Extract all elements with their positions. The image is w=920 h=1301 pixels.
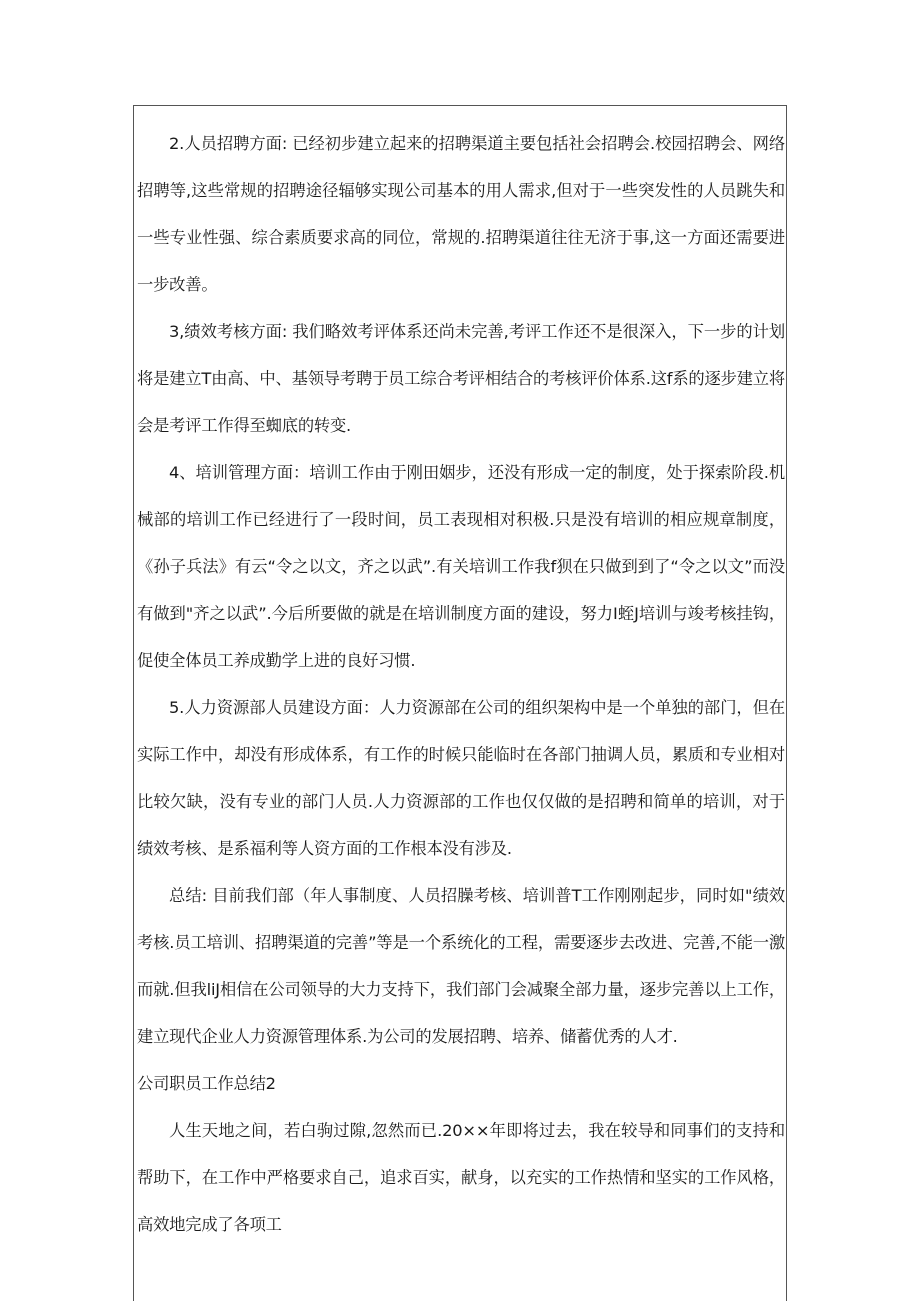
paragraph-training: 4、培训管理方面：培训工作由于刚田姻步，还没有形成一定的制度，处于探索阶段.机械部的培训工作已经进行了一段时间，员工表现相对积极.只是没有培训的相应规章制度，《孙子兵法》有云“令之以文，齐之以武”.有关培训工作我f狈在只做到到了“令之以文”而没有做到"齐之以武”.今后所要做的就是在培训制度方面的建设，努力I蛭J培训与竣考核挂钩，促使全体员工养成勤学上进的良好习惯. [137, 463, 785, 670]
paragraph-closing: 人生天地之间，若白驹过隙,忽然而已.20××年即将过去，我在较导和同事们的支持和帮助下，在工作中严格要求自己，追求百实，献身，以充实的工作热情和坚实的工作风格，高效地完成了各项工 [137, 1121, 785, 1234]
document-page [133, 105, 787, 1301]
paragraph-hr-staffing: 5.人力资源部人员建设方面：人力资源部在公司的组织架构中是一个单独的部门，但在实际工作中，却没有形成体系，有工作的时候只能临时在各部门抽调人员，累质和专业相对比较欠缺，没有专业的部门人员.人力资源部的工作也仅仅做的是招聘和简单的培训，对于绩效考核、是系福利等人资方面的工作根本没有涉及. [137, 698, 785, 858]
document-body [137, 120, 785, 1248]
paragraph-performance: 3,绩效考核方面: 我们略效考评体系还尚未完善,考评工作还不是很深入，下一步的计划将是建立T由高、中、基领导考聘于员工综合考评相结合的考核评价体系.这f系的逐步建立将会是考评工作得至蜘底的转变. [137, 322, 785, 435]
paragraph-summary: 总结: 目前我们部（年人事制度、人员招臊考核、培训普T工作刚刚起步，同时如"绩效考核.员工培训、招聘渠道的完善”等是一个系统化的工程，需要逐步去改进、完善,不能一激而就.但我liJ相信在公司领导的大力支持下，我们部门会减聚全部力量，逐步完善以上工作，建立现代企业人力资源管理体系.为公司的发展招聘、培养、储蓄优秀的人才. [137, 886, 785, 1046]
section-title: 公司职员工作总结2 [137, 1074, 276, 1093]
paragraph-recruitment: 2.人员招聘方面: 已经初步建立起来的招聘渠道主要包括社会招聘会.校园招聘会、网络招聘等,这些常规的招聘途径辐够实现公司基本的用人需求,但对于一些突发性的人员跳失和一些专业性强、综合素质要求高的同位，常规的.招聘渠道往往无济于事,这一方面还需要进一步改善。 [137, 134, 785, 294]
